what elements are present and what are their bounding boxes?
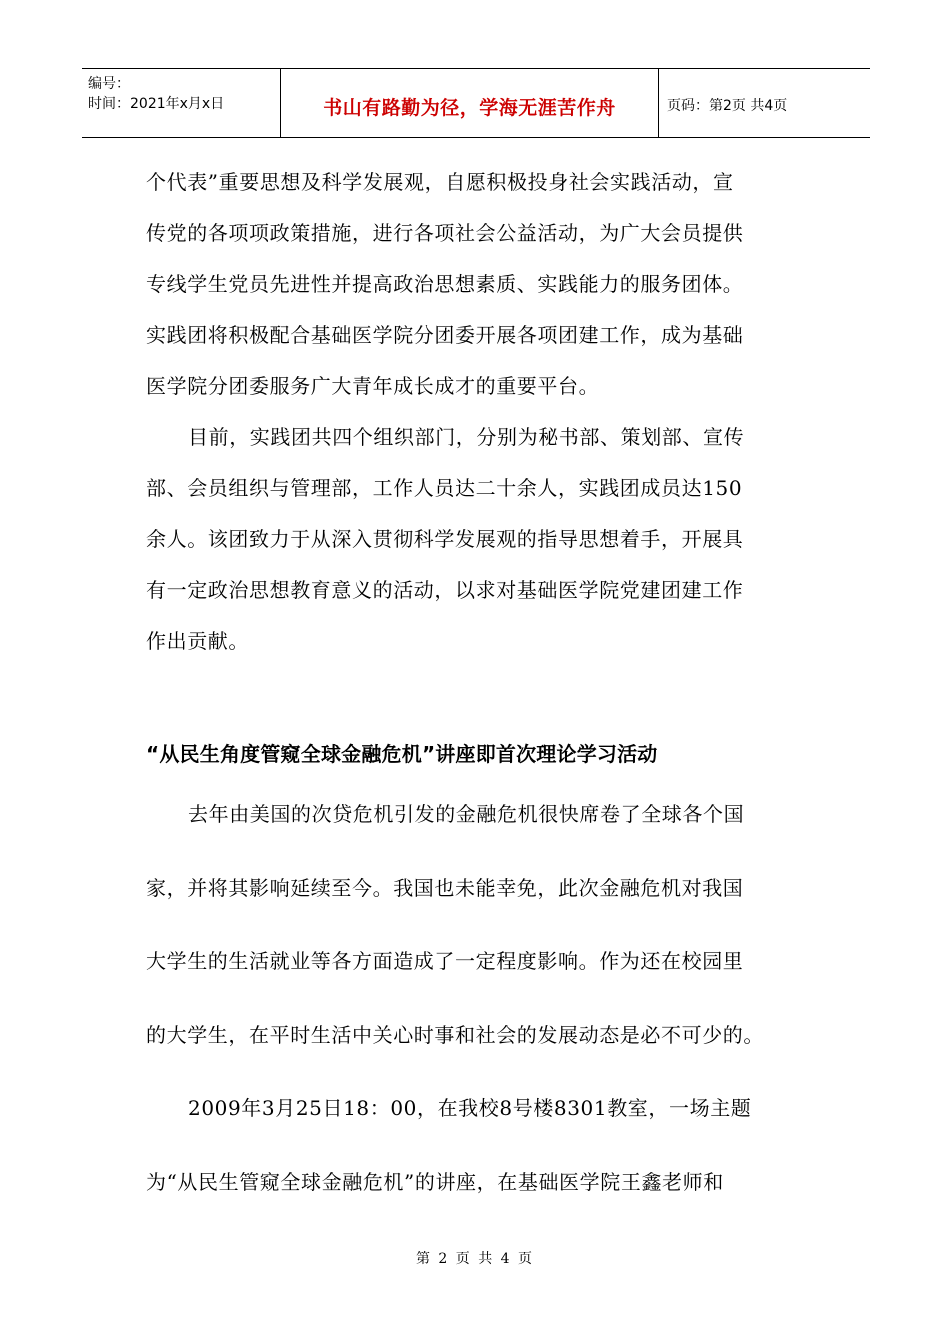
paragraph-intro [146,157,806,667]
paragraph-line: 家，并将其影响延续至今。我国也未能幸免，此次金融危机对我国 [146,875,744,900]
paragraph-line: 大学生的生活就业等各方面造成了一定程度影响。作为还在校园里 [146,949,744,973]
paragraph-line: 为“从民生管窥全球金融危机”的讲座，在基础医学院王鑫老师和 [146,1169,724,1194]
paragraph-line: 实践团将积极配合基础医学院分团委开展各项团建工作，成为基础 [146,323,744,347]
header-page-number: 页码：第2页 共4页 [667,98,788,114]
header-page-cell [659,69,870,137]
paragraph-line: 医学院分团委服务广大青年成长成才的重要平台。 [146,374,600,398]
paragraph-line: 2009年3月25日18：00，在我校8号楼8301教室，一场主题 [188,1096,752,1120]
header-motto-cell [281,69,659,137]
paragraph-lecture [146,786,806,1227]
header-motto: 书山有路勤为径，学海无涯苦作舟 [323,97,616,119]
paragraph-line: 余人。该团致力于从深入贯彻科学发展观的指导思想着手，开展具 [146,527,744,551]
paragraph-line: 个代表”重要思想及科学发展观，自愿积极投身社会实践活动，宣 [146,170,734,194]
paragraph-line: 部、会员组织与管理部，工作人员达二十余人，实践团成员达150 [146,476,743,500]
paragraph-line: 传党的各项项政策措施，进行各项社会公益活动，为广大会员提供 [146,221,744,245]
paragraph-line: 的大学生，在平时生活中关心时事和社会的发展动态是必不可少的。 [146,1022,764,1047]
paragraph-line: 去年由美国的次贷危机引发的金融危机很快席卷了全球各个国 [188,802,745,826]
paragraph-line: 有一定政治思想教育意义的活动，以求对基础医学院党建团建工作 [146,578,744,602]
document-number-label: 编号： [88,76,130,92]
paragraph-line: 目前，实践团共四个组织部门，分别为秘书部、策划部、宣传 [188,425,745,449]
paragraph-line: 专线学生党员先进性并提高政治思想素质、实践能力的服务团体。 [146,272,744,296]
page-footer: 第 2 页 共 4 页 [415,1251,535,1267]
document-time-label: 时间：2021年x月x日 [88,96,225,112]
page-header [82,68,870,138]
header-meta-cell [82,69,281,137]
paragraph-line: 作出贡献。 [146,629,249,653]
section-title: “从民生角度管窥全球金融危机”讲座即首次理论学习活动 [146,742,658,766]
